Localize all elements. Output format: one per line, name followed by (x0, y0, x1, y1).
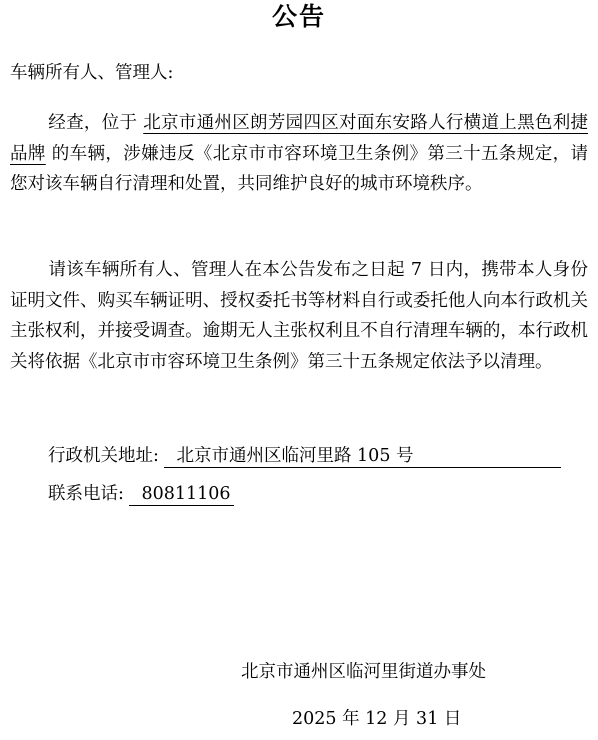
salutation: 车辆所有人、管理人: (10, 63, 174, 83)
paragraph-1-prefix: 经查，位于 (48, 113, 138, 133)
vehicle-location: 北京市通州区朗芳园四区对面东安路人行横道上黑色利捷品牌 (10, 113, 588, 164)
address-label: 行政机关地址: (48, 446, 159, 466)
address-field (48, 444, 561, 468)
address-value: 北京市通州区临河里路 105 号 (164, 445, 561, 468)
issuing-authority: 北京市通州区临河里街道办事处 (241, 662, 486, 682)
notice-paragraph-1 (10, 108, 588, 200)
issue-date: 2025 年 12 月 31 日 (292, 709, 462, 729)
phone-label: 联系电话: (48, 484, 124, 504)
phone-value: 80811106 (129, 483, 234, 506)
paragraph-2-text: 请该车辆所有人、管理人在本公告发布之日起 7 日内，携带本人身份证明文件、购买车辆证明、授权委托书等材料自行或委托他人向本行政机关主张权利，并接受调查。逾期无人主张权利且不自行清理车辆的，本行政机关将依据《北京市市容环境卫生条例》第三十五条规定依法予以清理。 (10, 260, 588, 372)
phone-field (48, 482, 234, 506)
notice-paragraph-2 (10, 255, 588, 377)
paragraph-1-suffix: 的车辆，涉嫌违反《北京市市容环境卫生条例》第三十五条规定，请您对该车辆自行清理和处置，共同维护良好的城市环境秩序。 (10, 143, 588, 194)
notice-title: 公告 (271, 2, 326, 31)
